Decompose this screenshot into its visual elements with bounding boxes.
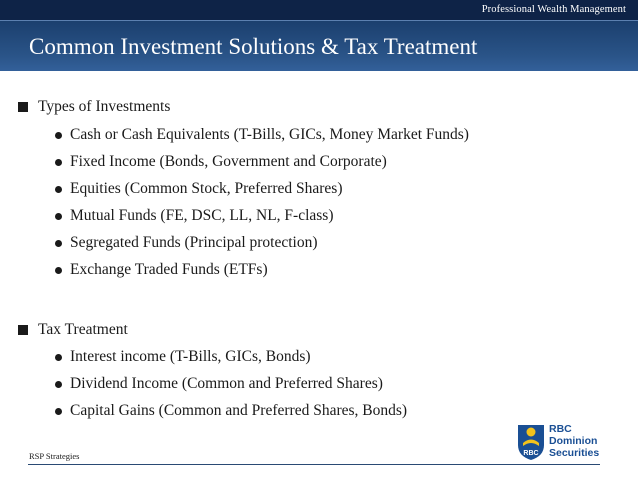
- rbc-shield-icon: [517, 423, 545, 461]
- slide-title: Common Investment Solutions & Tax Treatment: [29, 34, 478, 59]
- square-bullet-icon: [18, 325, 28, 335]
- bullet-icon: [55, 354, 62, 361]
- square-bullet-icon: [18, 102, 28, 112]
- list-item-text: Equities (Common Stock, Preferred Shares): [70, 180, 343, 197]
- list-item-text: Interest income (T-Bills, GICs, Bonds): [70, 348, 311, 365]
- list-item-text: Mutual Funds (FE, DSC, LL, NL, F-class): [70, 207, 334, 224]
- list-item: [70, 402, 407, 420]
- bullet-icon: [55, 381, 62, 388]
- section-heading: Types of Investments: [38, 98, 171, 115]
- bullet-icon: [55, 186, 62, 193]
- section-types-of-investments: [38, 98, 170, 116]
- list-item: [70, 348, 311, 366]
- footer-divider: [28, 464, 600, 465]
- bullet-icon: [55, 240, 62, 247]
- rbc-dominion-securities-logo: [517, 423, 607, 463]
- list-item: [70, 126, 469, 144]
- top-header-bar: [0, 0, 638, 20]
- list-item-text: Fixed Income (Bonds, Government and Corporate): [70, 153, 387, 170]
- list-item: [70, 180, 342, 198]
- footer-label: RSP Strategies: [29, 451, 80, 461]
- svg-text:RBC: RBC: [523, 450, 539, 457]
- bullet-icon: [55, 159, 62, 166]
- section-tax-treatment: [38, 321, 128, 339]
- section-heading: Tax Treatment: [38, 321, 128, 338]
- list-item-text: Segregated Funds (Principal protection): [70, 234, 318, 251]
- list-item-text: Exchange Traded Funds (ETFs): [70, 261, 268, 278]
- bullet-icon: [55, 213, 62, 220]
- bullet-icon: [55, 132, 62, 139]
- logo-line: RBC: [549, 423, 572, 435]
- bullet-icon: [55, 267, 62, 274]
- list-item: [70, 375, 383, 393]
- list-item-text: Dividend Income (Common and Preferred Shares): [70, 375, 383, 392]
- list-item-text: Capital Gains (Common and Preferred Shares, Bonds): [70, 402, 408, 419]
- list-item: [70, 234, 318, 252]
- list-item: [70, 261, 268, 279]
- list-item: [70, 153, 387, 171]
- brand-label: Professional Wealth Management: [481, 4, 626, 15]
- logo-line: Dominion: [549, 435, 598, 447]
- list-item: [70, 207, 334, 225]
- list-item-text: Cash or Cash Equivalents (T-Bills, GICs, Money Market Funds): [70, 126, 469, 143]
- title-bar: [0, 20, 638, 71]
- bullet-icon: [55, 408, 62, 415]
- logo-wordmark: [549, 423, 599, 459]
- logo-line: Securities: [549, 447, 600, 459]
